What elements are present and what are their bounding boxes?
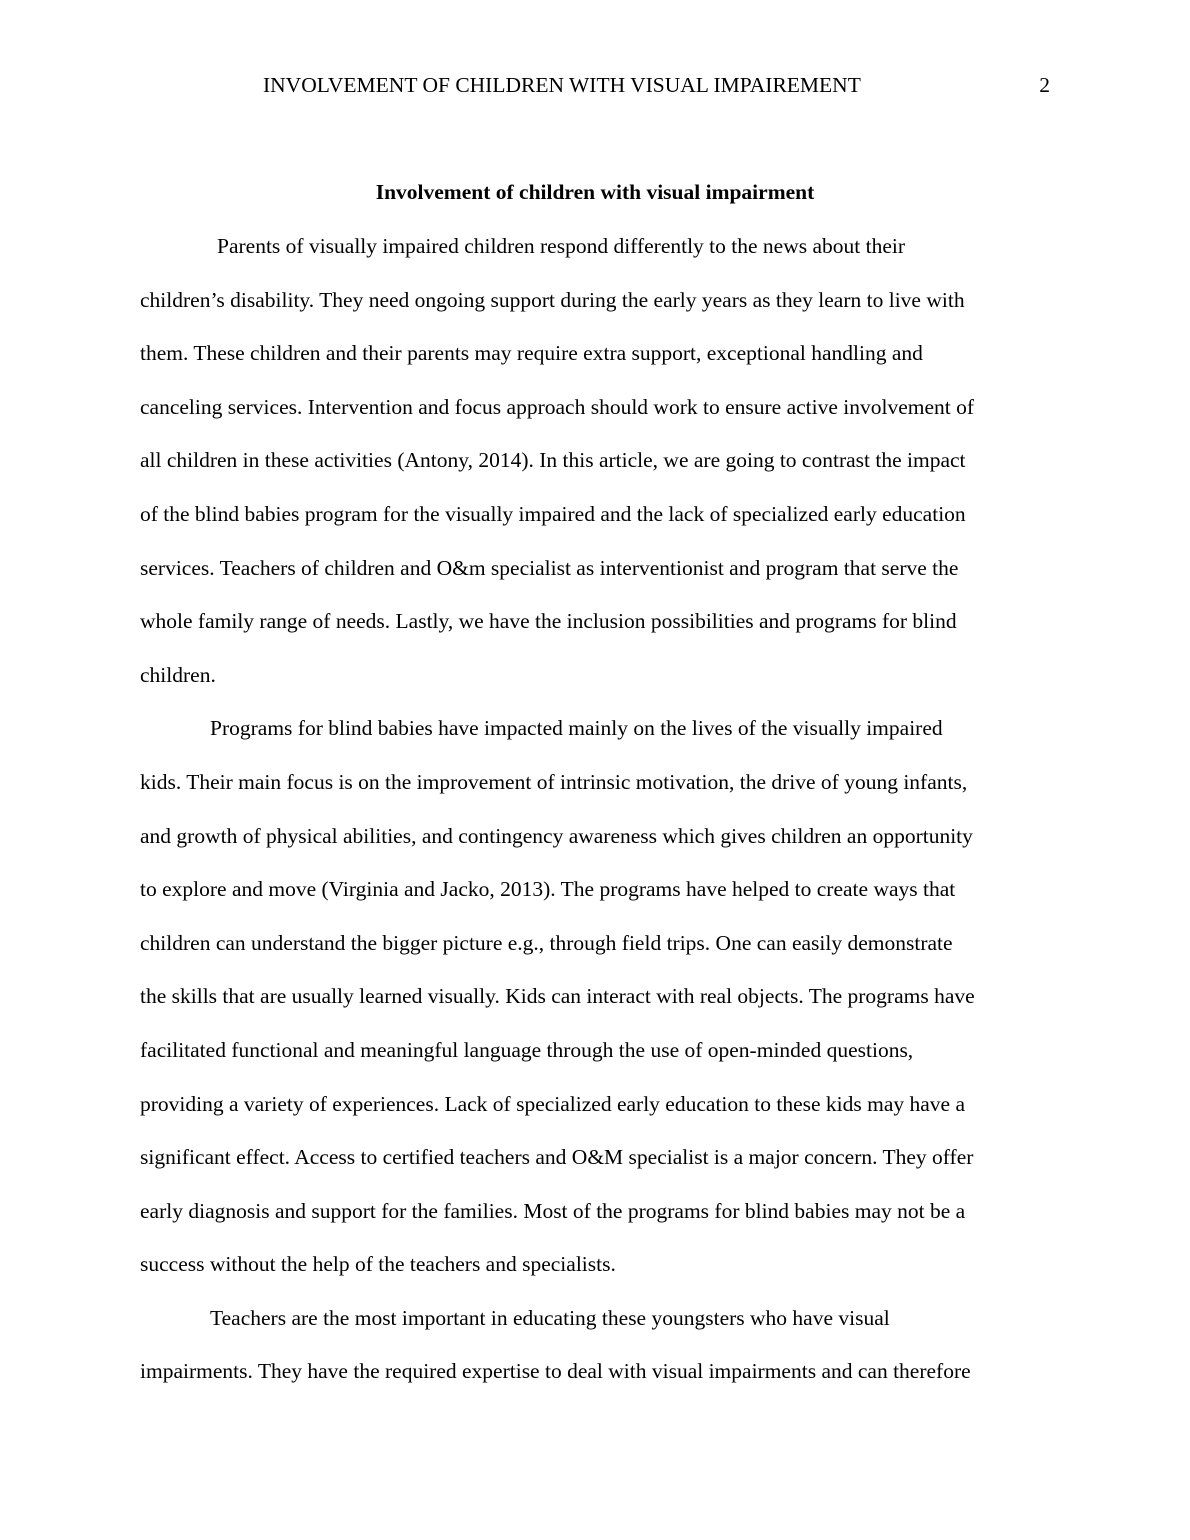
body-line: children’s disability. They need ongoing support during the early years as they learn to live with <box>140 287 965 312</box>
body-line: them. These children and their parents may require extra support, exceptional handling and <box>140 341 923 366</box>
body-line: to explore and move (Virginia and Jacko, 2013). The programs have helped to create ways that <box>140 877 956 902</box>
body-line: impairments. They have the required expertise to deal with visual impairments and can therefore <box>140 1359 971 1384</box>
body-line: whole family range of needs. Lastly, we have the inclusion possibilities and programs for blind <box>140 609 957 634</box>
body-line: providing a variety of experiences. Lack of specialized early education to these kids may have a <box>140 1091 966 1116</box>
body-line: Teachers are the most important in educating these youngsters who have visual <box>210 1305 890 1330</box>
body-line: the skills that are usually learned visually. Kids can interact with real objects. The programs have <box>140 984 975 1009</box>
body-line: facilitated functional and meaningful language through the use of open-minded questions, <box>140 1037 914 1062</box>
body-line: children. <box>140 662 216 687</box>
body-line: success without the help of the teachers and specialists. <box>140 1252 616 1277</box>
document-title: Involvement of children with visual impairment <box>375 180 815 204</box>
body-line: and growth of physical abilities, and contingency awareness which gives children an opportunity <box>140 823 973 848</box>
body-line: significant effect. Access to certified teachers and O&M specialist is a major concern. They offer <box>140 1145 974 1170</box>
body-line: early diagnosis and support for the families. Most of the programs for blind babies may not be a <box>140 1198 966 1223</box>
body-line: services. Teachers of children and O&m specialist as interventionist and program that serve the <box>140 555 959 580</box>
body-line: canceling services. Intervention and focus approach should work to ensure active involvement of <box>140 394 975 419</box>
body-line: of the blind babies program for the visually impaired and the lack of specialized early education <box>140 501 966 526</box>
body-line: children can understand the bigger picture e.g., through field trips. One can easily demonstrate <box>140 930 953 955</box>
running-head-title: INVOLVEMENT OF CHILDREN WITH VISUAL IMPAIREMENT <box>263 73 861 97</box>
body-line: kids. Their main focus is on the improvement of intrinsic motivation, the drive of young infants, <box>140 769 968 794</box>
body-line: Programs for blind babies have impacted mainly on the lives of the visually impaired <box>210 716 943 741</box>
body-line: Parents of visually impaired children respond differently to the news about their <box>217 234 906 258</box>
page-number: 2 <box>1039 73 1050 97</box>
document-body <box>140 177 1050 1410</box>
body-line: all children in these activities (Antony, 2014). In this article, we are going to contrast the impact <box>140 448 966 473</box>
running-head <box>0 70 1190 100</box>
